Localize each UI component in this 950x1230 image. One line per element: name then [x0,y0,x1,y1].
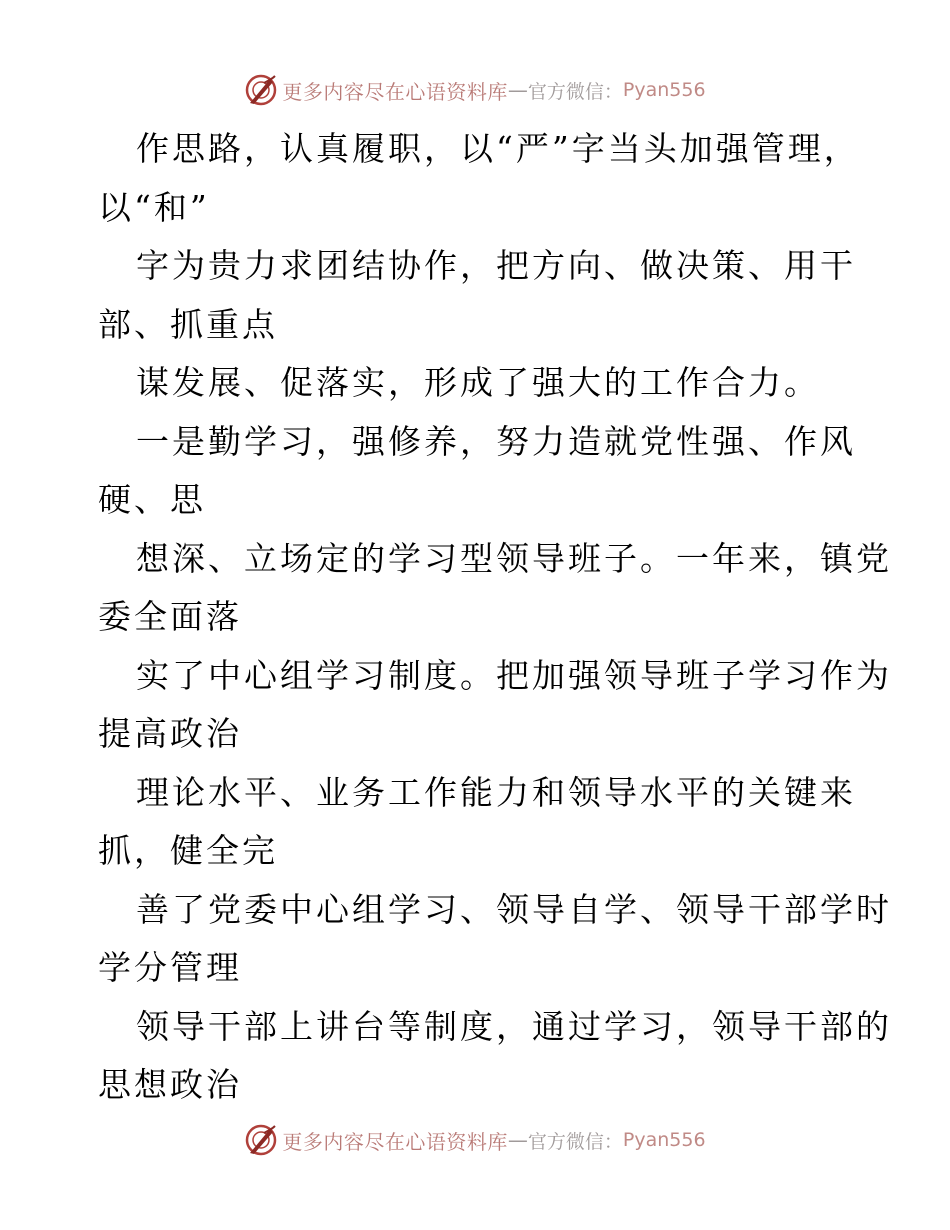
header-banner [0,70,950,110]
text-line: 硬、思 [98,480,206,519]
text-line: 谋发展、促落实，形成了强大的工作合力。 [136,363,820,402]
banner-site-text: 更多内容尽在心语资料库 [282,79,508,104]
banner-wechat-label: 官方微信： [527,80,623,103]
text-line: 以“和” [98,187,210,227]
banner-separator: — [507,1128,528,1152]
quill-logo-icon [244,1123,278,1157]
text-line: 善了党委中心组学习、领导自学、领导干部学时 [136,889,892,929]
text-line: 委全面落 [98,597,242,636]
text-line: 领导干部上讲台等制度，通过学习，领导干部的 [136,1006,892,1046]
banner-separator: — [507,78,528,102]
banner-wechat-id: Pyan556 [622,1129,706,1151]
text-line: 提高政治 [98,714,242,753]
quill-logo-icon [244,73,278,107]
banner-wechat-id: Pyan556 [622,79,706,101]
text-line: 一是勤学习，强修养，努力造就党性强、作风 [136,421,856,461]
text-line: 作思路，认真履职，以“严”字当头加强管理， [136,129,860,168]
text-line: 想深、立场定的学习型领导班子。一年来，镇党 [136,538,892,578]
text-line: 理论水平、业务工作能力和领导水平的关键来 [136,772,856,812]
text-line: 抓，健全完 [98,831,278,870]
footer-banner [0,1120,950,1160]
text-line: 学分管理 [98,948,242,987]
text-line: 实了中心组学习制度。把加强领导班子学习作为 [136,655,892,695]
text-line: 部、抓重点 [98,304,278,344]
text-line: 字为贵力求团结协作，把方向、做决策、用干 [136,246,856,285]
banner-site-text: 更多内容尽在心语资料库 [282,1129,508,1154]
text-line: 思想政治 [98,1065,242,1104]
banner-wechat-label: 官方微信： [527,1130,623,1153]
document-body [98,120,892,1115]
